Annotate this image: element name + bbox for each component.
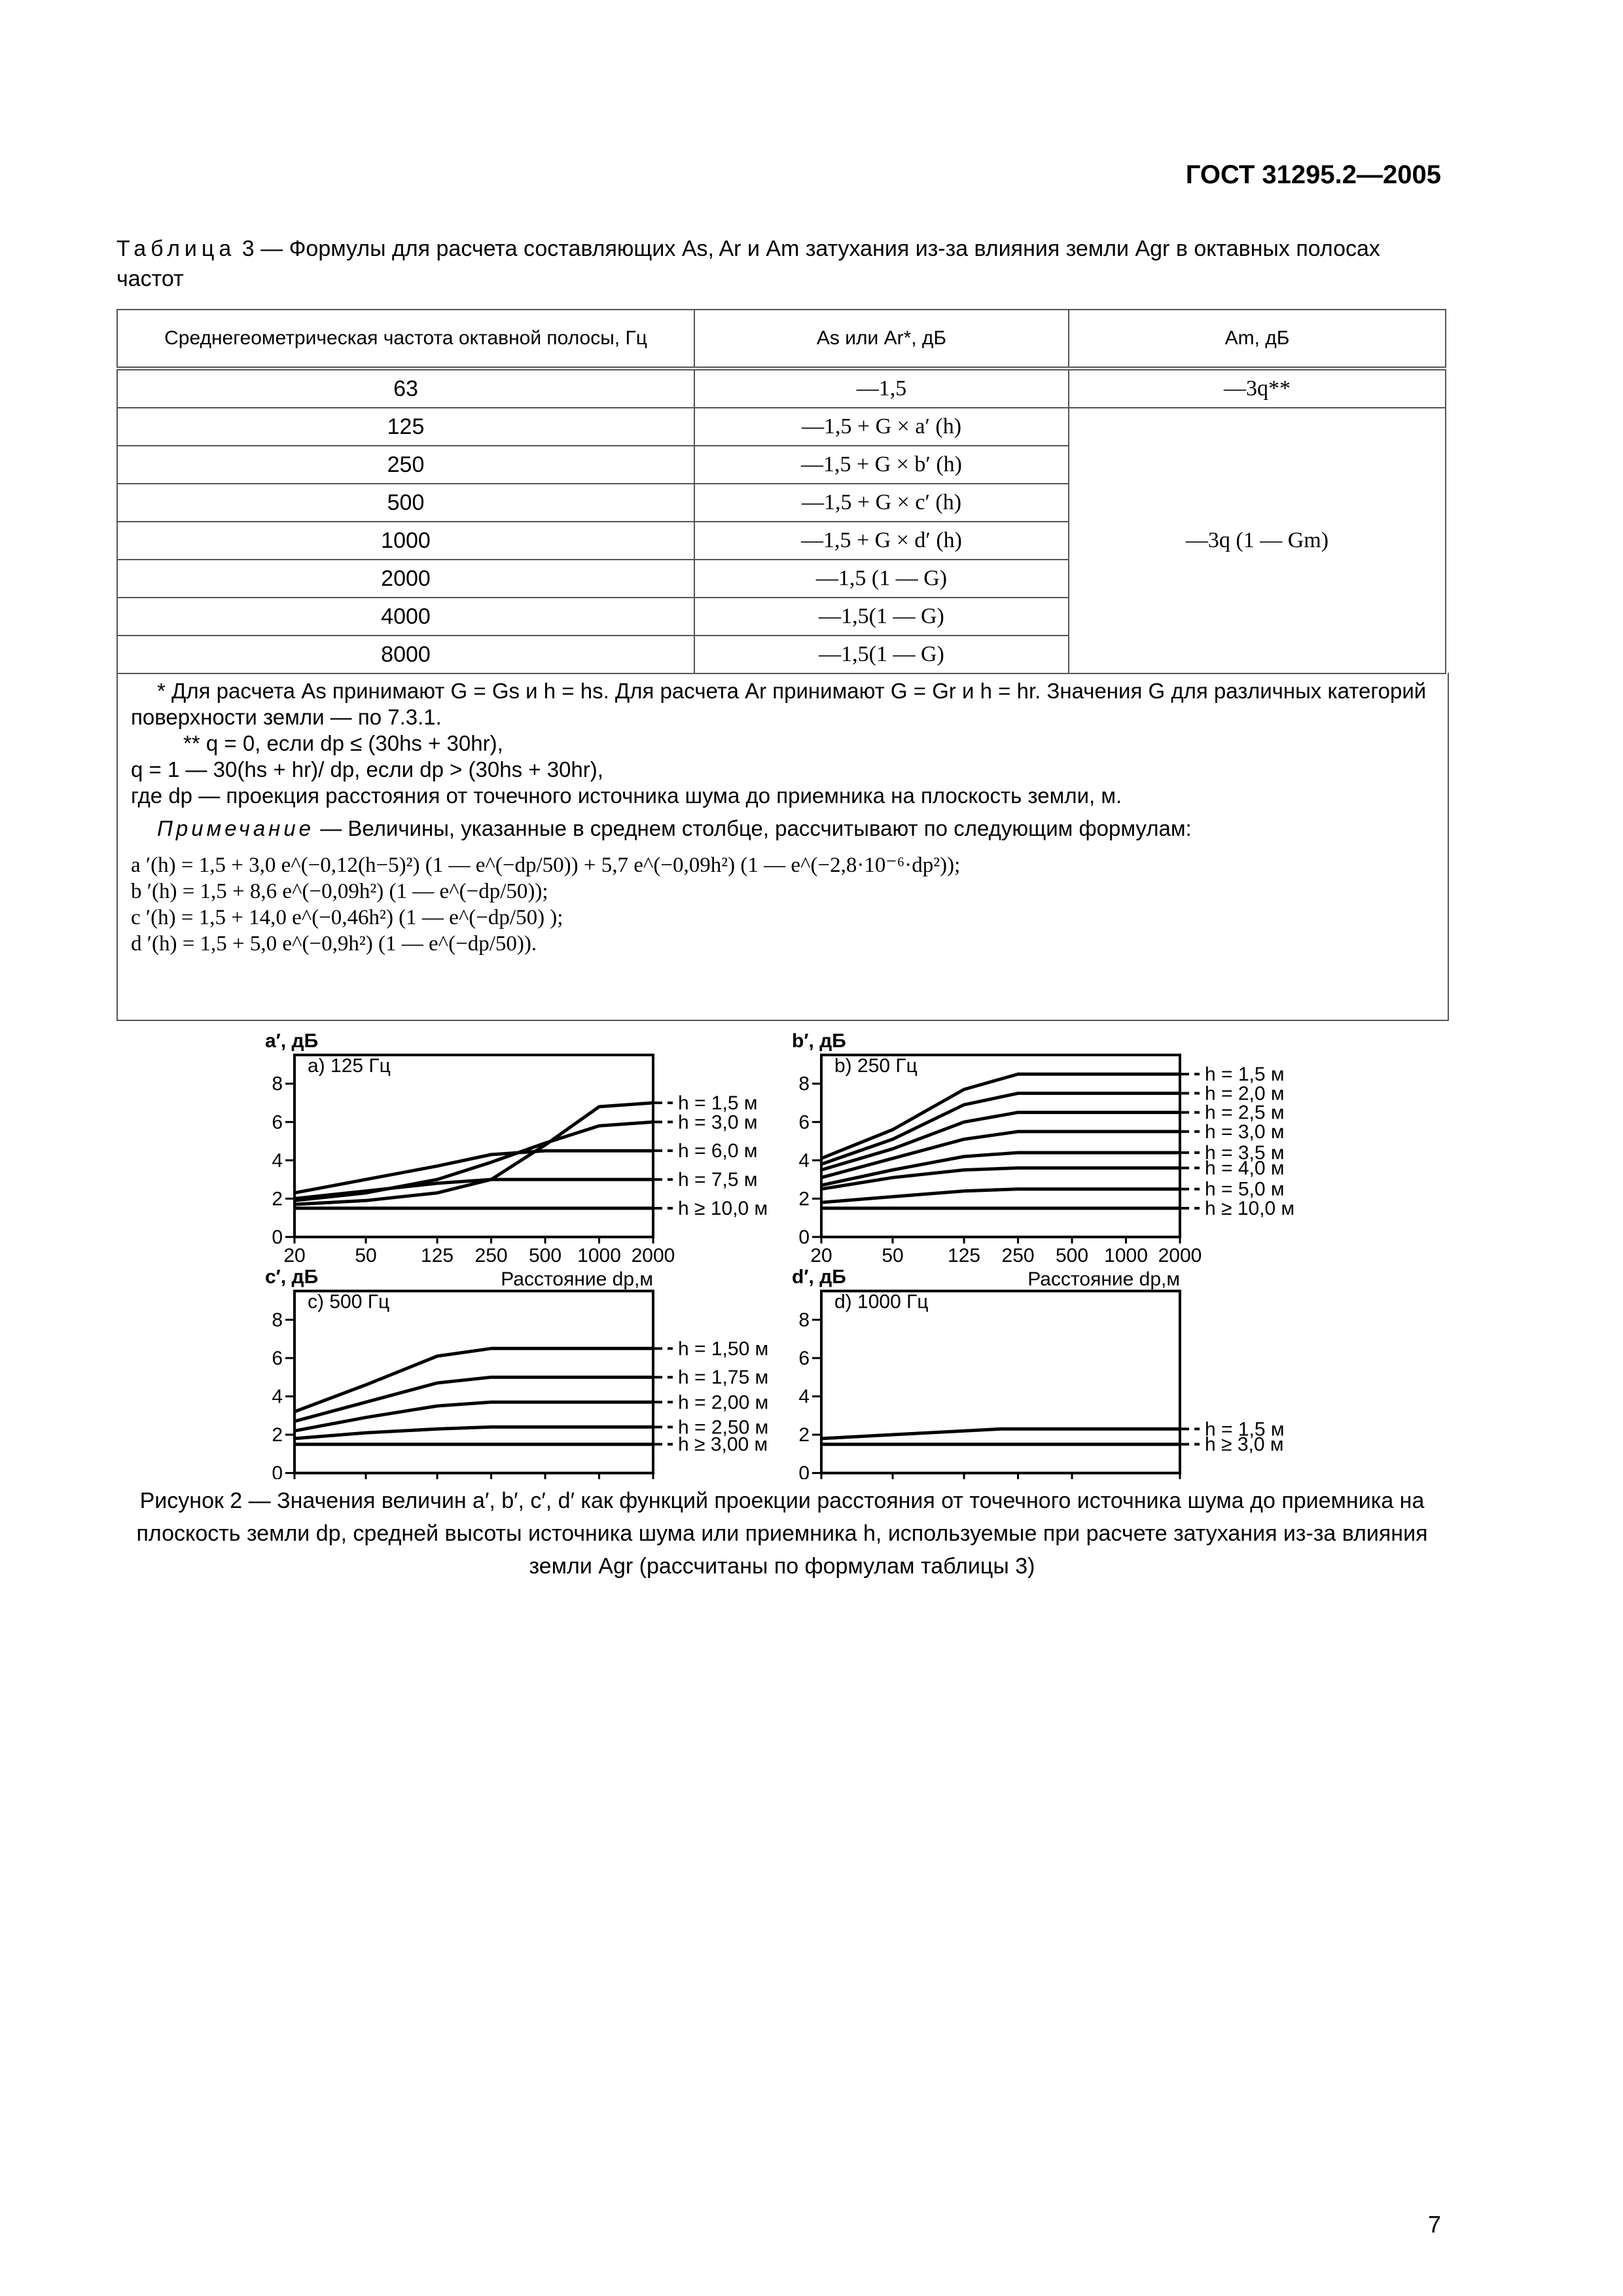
- footnote-1: * Для расчета As принимают G = Gs и h = hs. Для расчета Ar принимают G = Gr и h = hr. Значения G для различных категорий поверхности земли — по 7.3.1.: [131, 679, 1427, 729]
- series-label: h = 2,50 м: [678, 1416, 769, 1439]
- x-tick-label: 2000: [1158, 1244, 1202, 1266]
- cell-frequency: 500: [117, 484, 694, 522]
- formula-b: b ′(h) = 1,5 + 8,6 e^(−0,09h²) (1 — e^(−dp/50));: [131, 880, 548, 903]
- page-number: 7: [1427, 2211, 1441, 2238]
- cell-frequency: 2000: [117, 560, 694, 598]
- table-caption: [116, 234, 1445, 294]
- footnote-2a: ** q = 0, если dp ≤ (30hs + 30hr),: [183, 731, 503, 755]
- x-tick-label: 1000: [1104, 1244, 1148, 1266]
- x-tick-label: 250: [474, 1244, 508, 1266]
- y-tick-label: 4: [798, 1386, 810, 1408]
- x-axis-label: Расстояние dp,м: [1027, 1268, 1180, 1290]
- cell-as: —1,5 + G × c′ (h): [694, 484, 1069, 522]
- y-tick-label: 2: [272, 1424, 283, 1446]
- formula-table: [116, 309, 1446, 674]
- formula-a: a ′(h) = 1,5 + 3,0 e^(−0,12(h−5)²) (1 — e^(−dp/50)) + 5,7 e^(−0,09h²) (1 — e^(−2,8·10⁻⁶·dp²));: [131, 853, 961, 877]
- y-tick-label: 0: [272, 1226, 283, 1248]
- x-tick-label: 50: [882, 1244, 904, 1266]
- cell-as: —1,5 + G × b′ (h): [694, 446, 1069, 484]
- y-axis-label: d′, дБ: [792, 1266, 846, 1288]
- series-line: [821, 1429, 1180, 1439]
- table-header-row: [117, 310, 1446, 368]
- table-row: [117, 368, 1446, 408]
- series-label: h = 3,0 м: [678, 1111, 758, 1134]
- table-caption-prefix: Таблица: [116, 236, 236, 261]
- series-label: h = 7,5 м: [678, 1169, 758, 1191]
- footnote-2b: q = 1 — 30(hs + hr)/ dp, если dp > (30hs + 30hr),: [131, 757, 603, 781]
- y-tick-label: 6: [798, 1347, 810, 1369]
- note-text: — Величины, указанные в среднем столбце, рассчитывают по следующим формулам:: [320, 816, 1192, 840]
- series-label: h = 4,0 м: [1205, 1157, 1285, 1179]
- y-tick-label: 8: [798, 1309, 810, 1331]
- cell-as: —1,5(1 — G): [694, 636, 1069, 673]
- cell-frequency: 125: [117, 408, 694, 446]
- series-label: h = 3,5 м: [1205, 1142, 1285, 1164]
- panel-title: d) 1000 Гц: [834, 1291, 929, 1313]
- series-label: h = 1,75 м: [678, 1367, 769, 1389]
- x-tick-label: 20: [810, 1244, 832, 1266]
- series-line: [821, 1113, 1180, 1170]
- x-tick-label: 1000: [577, 1244, 621, 1266]
- note-label: Примечание: [157, 816, 315, 840]
- series-label: h = 2,5 м: [1205, 1102, 1285, 1124]
- cell-frequency: 250: [117, 446, 694, 484]
- document-header: ГОСТ 31295.2—2005: [1185, 160, 1441, 189]
- cell-frequency: 8000: [117, 636, 694, 673]
- x-tick-label: 2000: [631, 1244, 675, 1266]
- y-tick-label: 8: [798, 1073, 810, 1095]
- x-tick-label: 125: [948, 1244, 981, 1266]
- y-tick-label: 2: [798, 1424, 810, 1446]
- table-footnotes: [116, 673, 1449, 1021]
- col-header-frequency: Среднегеометрическая частота октавной полосы, Гц: [117, 310, 694, 368]
- cell-as: —1,5(1 — G): [694, 598, 1069, 636]
- series-label: h ≥ 3,0 м: [1205, 1433, 1284, 1456]
- figure-2-charts: [0, 1028, 1623, 1479]
- col-header-am: Am, дБ: [1069, 310, 1446, 368]
- series-line: [821, 1189, 1180, 1203]
- series-line: [294, 1122, 653, 1200]
- panel-title: a) 125 Гц: [308, 1054, 391, 1077]
- series-label: h = 5,0 м: [1205, 1178, 1285, 1200]
- note-paragraph: [131, 816, 1435, 842]
- series-label: h = 3,0 м: [1205, 1121, 1285, 1143]
- y-tick-label: 6: [798, 1111, 810, 1134]
- y-tick-label: 4: [272, 1386, 283, 1408]
- y-axis-label: c′, дБ: [265, 1266, 319, 1288]
- series-label: h = 1,5 м: [1205, 1418, 1285, 1441]
- y-tick-label: 8: [272, 1073, 283, 1095]
- y-tick-label: 4: [798, 1149, 810, 1172]
- series-line: [294, 1151, 653, 1193]
- series-label: h = 6,0 м: [678, 1140, 758, 1162]
- table-caption-text: 3 — Формулы для расчета составляющих As, Ar и Am затухания из-за влияния земли Agr в октавных полосах частот: [116, 236, 1380, 291]
- x-tick-label: 250: [1001, 1244, 1035, 1266]
- formula-c: c ′(h) = 1,5 + 14,0 e^(−0,46h²) (1 — e^(−dp/50) );: [131, 906, 563, 929]
- series-label: h = 1,5 м: [678, 1092, 758, 1114]
- series-line: [821, 1168, 1180, 1189]
- panel-title: c) 500 Гц: [308, 1291, 390, 1313]
- cell-frequency: 1000: [117, 522, 694, 560]
- series-line: [294, 1377, 653, 1421]
- col-header-as: As или Ar*, дБ: [694, 310, 1069, 368]
- formula-d: d ′(h) = 1,5 + 5,0 e^(−0,9h²) (1 — e^(−dp/50)).: [131, 932, 537, 956]
- x-axis-label: Расстояние dp,м: [501, 1268, 653, 1290]
- series-label: h ≥ 10,0 м: [678, 1198, 768, 1219]
- table-row: [117, 408, 1446, 446]
- figure-caption: Рисунок 2 — Значения величин a′, b′, c′, d′ как функций проекции расстояния от точечного источника шума до приемника на плоскость земли dp, средней высоты источника шума или приемника h, используемые при расчете затухания из-за влияния земли Agr (рассчитаны по формулам таблицы 3): [136, 1488, 1428, 1579]
- y-tick-label: 8: [272, 1309, 283, 1331]
- series-label: h = 1,50 м: [678, 1338, 769, 1360]
- y-tick-label: 0: [272, 1462, 283, 1479]
- y-axis-label: b′, дБ: [792, 1030, 846, 1052]
- x-tick-label: 500: [529, 1244, 562, 1266]
- y-tick-label: 0: [798, 1462, 810, 1479]
- series-line: [294, 1103, 653, 1204]
- x-tick-label: 20: [283, 1244, 306, 1266]
- cell-am: —3q**: [1069, 368, 1446, 408]
- y-tick-label: 4: [272, 1149, 283, 1172]
- cell-am-merged: —3q (1 — Gm): [1069, 408, 1446, 673]
- y-tick-label: 2: [272, 1188, 283, 1210]
- cell-as: —1,5 + G × a′ (h): [694, 408, 1069, 446]
- series-label: h = 2,00 м: [678, 1391, 769, 1414]
- cell-frequency: 4000: [117, 598, 694, 636]
- series-label: h ≥ 3,00 м: [678, 1433, 768, 1456]
- x-tick-label: 125: [421, 1244, 454, 1266]
- y-tick-label: 2: [798, 1188, 810, 1210]
- series-label: h ≥ 10,0 м: [1205, 1198, 1295, 1219]
- cell-frequency: 63: [117, 368, 694, 408]
- y-tick-label: 6: [272, 1111, 283, 1134]
- x-tick-label: 500: [1056, 1244, 1089, 1266]
- panel-title: b) 250 Гц: [834, 1054, 918, 1077]
- cell-as: —1,5 (1 — G): [694, 560, 1069, 598]
- series-line: [294, 1427, 653, 1439]
- cell-as: —1,5 + G × d′ (h): [694, 522, 1069, 560]
- series-label: h = 1,5 м: [1205, 1064, 1285, 1086]
- series-label: h = 2,0 м: [1205, 1083, 1285, 1105]
- y-tick-label: 6: [272, 1347, 283, 1369]
- cell-as: —1,5: [694, 368, 1069, 408]
- footnote-2c: где dp — проекция расстояния от точечного источника шума до приемника на плоскость земли, м.: [131, 783, 1122, 808]
- y-axis-label: a′, дБ: [265, 1030, 319, 1052]
- y-tick-label: 0: [798, 1226, 810, 1248]
- x-tick-label: 50: [355, 1244, 377, 1266]
